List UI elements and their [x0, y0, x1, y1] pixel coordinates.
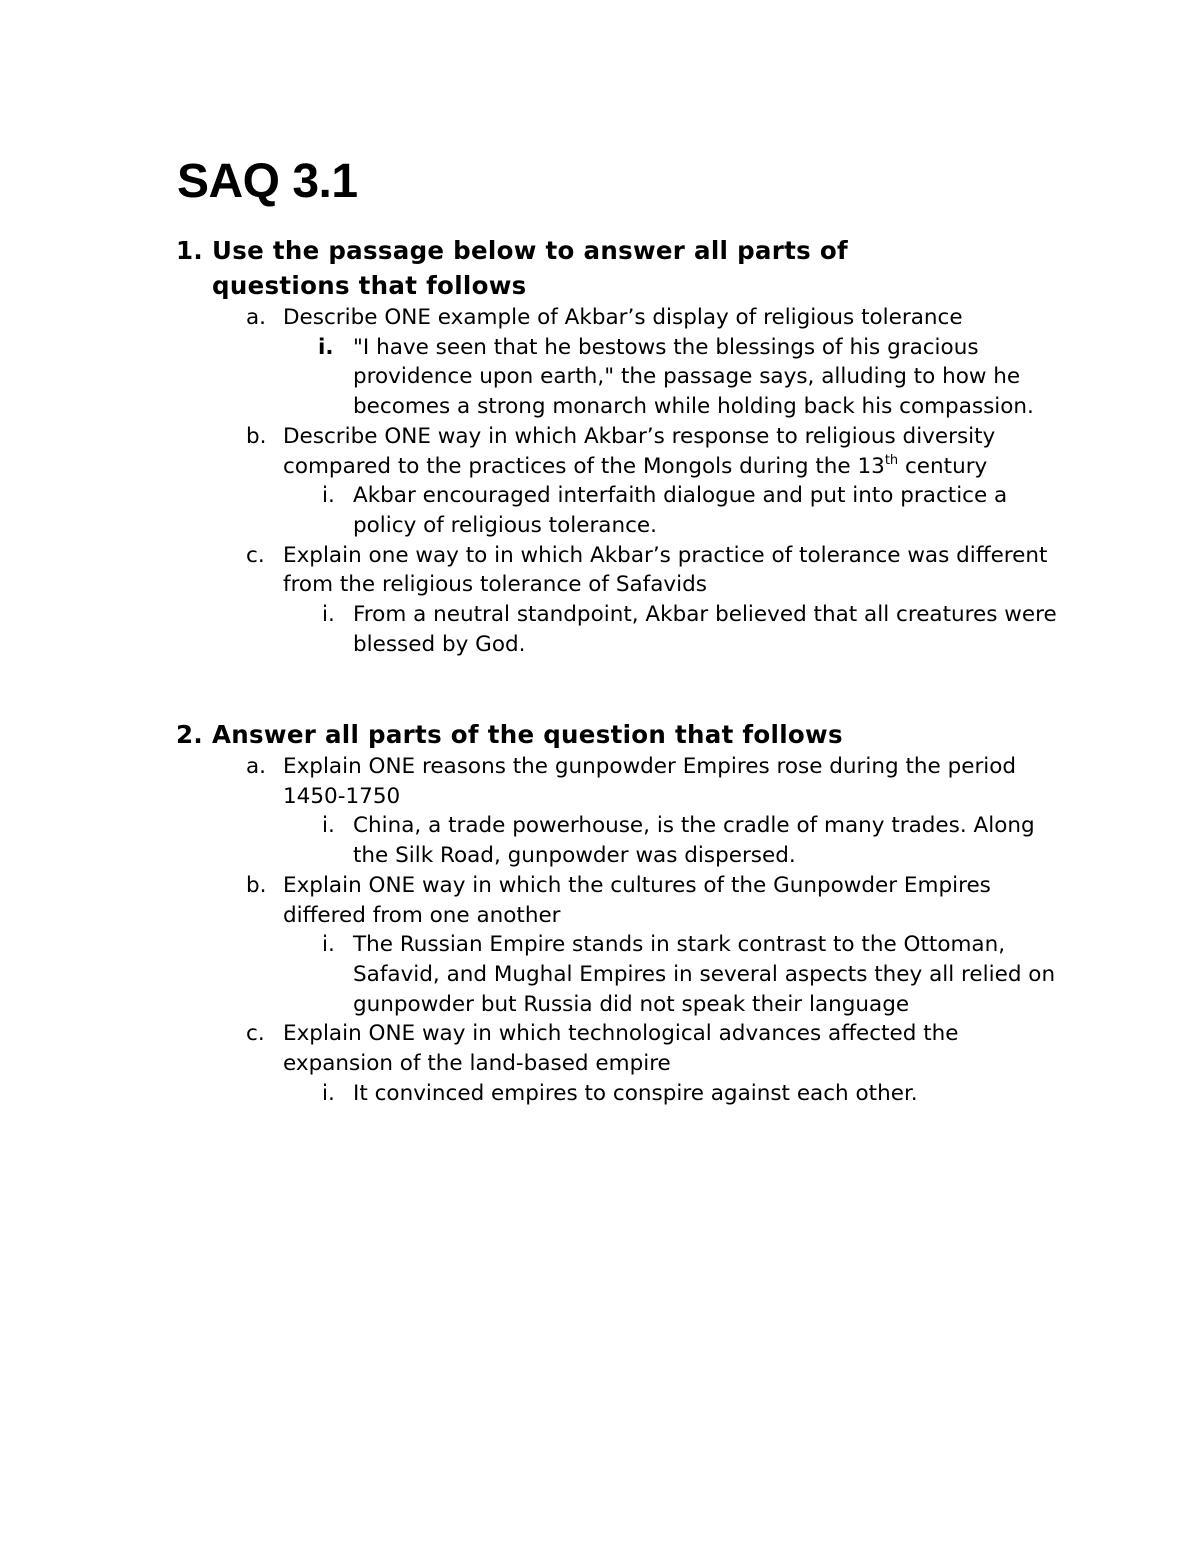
question-part [0, 752, 1073, 811]
part-marker: c. [246, 1021, 265, 1047]
question-part [0, 1019, 1073, 1078]
answer-marker: i. [318, 334, 334, 360]
part-marker: b. [246, 423, 267, 449]
question-text: Answer all parts of the question that follows [212, 720, 843, 749]
part-text: Describe ONE example of Akbar’s display of religious tolerance [283, 305, 963, 330]
part-text: Explain ONE reasons the gunpowder Empires rose during the period 1450-1750 [283, 754, 1017, 809]
part-answer [0, 481, 1073, 540]
question-part [0, 422, 1073, 481]
part-marker: a. [246, 754, 267, 779]
part-text-tail: century [898, 453, 988, 479]
page-title: SAQ 3.1 [177, 155, 358, 208]
answer-marker: i. [322, 602, 335, 628]
part-answer [0, 600, 1073, 659]
question-2 [0, 717, 1200, 1108]
question-text: Use the passage below to answer all parts of questions that follows [212, 236, 848, 300]
ordinal-suffix: th [884, 452, 899, 468]
question-heading [0, 717, 932, 752]
question-heading [0, 233, 932, 303]
answer-text: China, a trade powerhouse, is the cradle of many trades. Along the Silk Road, gunpowder was dispersed. [353, 813, 1035, 869]
question-1 [0, 233, 1200, 659]
part-text [283, 424, 995, 479]
answer-text: The Russian Empire stands in stark contrast to the Ottoman, Safavid, and Mughal Empires in several aspects they all relied on gunpowder but Russia did not speak their language [353, 932, 1056, 1017]
answer-marker: i. [322, 813, 335, 839]
answer-marker: i. [322, 1080, 335, 1106]
part-answer [0, 811, 1073, 870]
question-number: 1. [176, 236, 203, 265]
answer-text: Akbar encouraged interfaith dialogue and put into practice a policy of religious tolerance. [353, 483, 1008, 538]
answer-text: "I have seen that he bestows the blessings of his gracious providence upon earth," the passage says, alluding to how he becomes a strong monarch while holding back his compassion. [353, 334, 1034, 420]
answer-marker: i. [322, 932, 335, 958]
part-answer [0, 1079, 1073, 1109]
part-marker: c. [246, 542, 265, 568]
part-answer [0, 930, 1073, 1019]
part-answer [0, 333, 1073, 422]
part-text: Explain ONE way in which technological advances affected the expansion of the land-based empire [283, 1021, 959, 1077]
part-text: Explain one way to in which Akbar’s practice of tolerance was different from the religious tolerance of Safavids [283, 542, 1048, 598]
question-part [0, 871, 1073, 930]
question-part [0, 303, 1073, 333]
question-number: 2. [176, 720, 203, 749]
part-marker: a. [246, 305, 267, 330]
part-marker: b. [246, 872, 267, 898]
answer-text: It convinced empires to conspire against each other. [353, 1080, 918, 1106]
answer-marker: i. [322, 483, 335, 509]
part-text: Explain ONE way in which the cultures of the Gunpowder Empires differed from one another [283, 872, 991, 928]
part-text-main: Describe ONE way in which Akbar’s response to religious diversity compared to the practices of the Mongols during the 13 [283, 423, 996, 479]
question-part [0, 541, 1073, 600]
answer-text: From a neutral standpoint, Akbar believed that all creatures were blessed by God. [353, 602, 1057, 657]
